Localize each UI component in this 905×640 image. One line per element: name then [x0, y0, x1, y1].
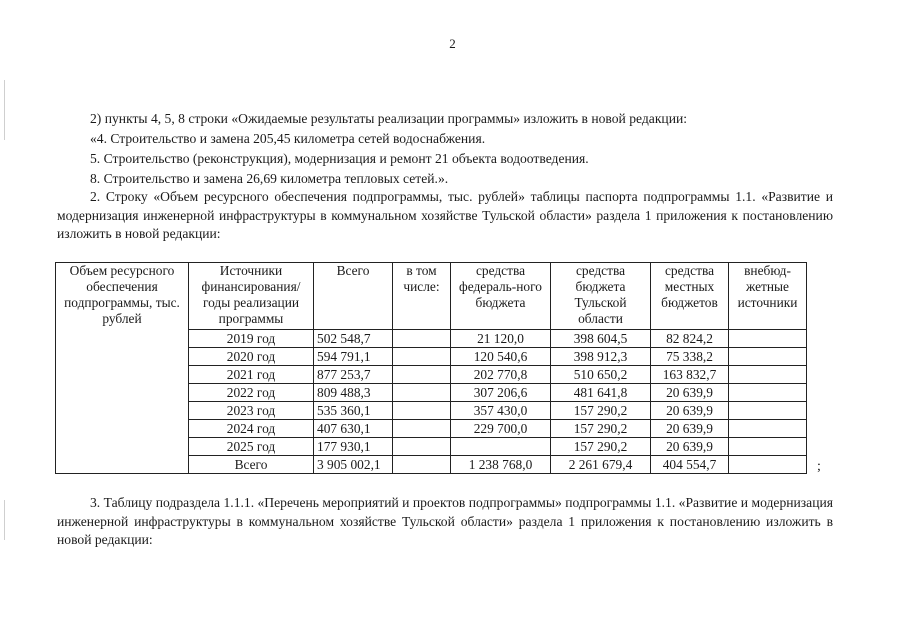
- table-header-row: [56, 263, 807, 330]
- cell-empty: [393, 330, 451, 348]
- cell-regional: 157 290,2: [551, 402, 651, 420]
- page-number: 2: [449, 36, 456, 51]
- cell-empty: [393, 420, 451, 438]
- cell-total: 177 930,1: [314, 438, 393, 456]
- cell-regional: 2 261 679,4: [551, 456, 651, 474]
- cell-total: 877 253,7: [314, 366, 393, 384]
- cell-federal: 120 540,6: [451, 348, 551, 366]
- cell-regional: 157 290,2: [551, 438, 651, 456]
- cell-total: 407 630,1: [314, 420, 393, 438]
- scan-margin-mark: [4, 500, 5, 540]
- cell-local: 82 824,2: [651, 330, 729, 348]
- cell-total: 3 905 002,1: [314, 456, 393, 474]
- intro-line-1: 2) пункты 4, 5, 8 строки «Ожидаемые результаты реализации программы» изложить в новой редакции:: [90, 111, 688, 126]
- cell-regional: 398 912,3: [551, 348, 651, 366]
- cell-federal: 307 206,6: [451, 384, 551, 402]
- cell-extra: [729, 420, 807, 438]
- cell-extra: [729, 402, 807, 420]
- cell-extra: [729, 330, 807, 348]
- header-regional: средства бюджета Тульской области: [551, 263, 651, 330]
- cell-empty: [393, 348, 451, 366]
- cell-total: 809 488,3: [314, 384, 393, 402]
- cell-regional: 510 650,2: [551, 366, 651, 384]
- cell-local: 20 639,9: [651, 384, 729, 402]
- paragraph-3: 3. Таблицу подраздела 1.1.1. «Перечень мероприятий и проектов подпрограммы» подпрограммы 1.1. «Развитие и модернизация инженерной инфраструктуры в коммунальном хозяйстве Тульской области» раздела 1 приложения к постановлению изложить в новой редакции:: [57, 495, 833, 547]
- cell-local: 20 639,9: [651, 438, 729, 456]
- cell-empty: [393, 384, 451, 402]
- cell-year: Всего: [189, 456, 314, 474]
- cell-year: 2025 год: [189, 438, 314, 456]
- cell-extra: [729, 456, 807, 474]
- intro-line-2: «4. Строительство и замена 205,45 километра сетей водоснабжения.: [90, 131, 486, 146]
- cell-year: 2022 год: [189, 384, 314, 402]
- cell-empty: [393, 366, 451, 384]
- header-federal: средства федераль-ного бюджета: [451, 263, 551, 330]
- paragraph-2: 2. Строку «Объем ресурсного обеспечения подпрограммы, тыс. рублей» таблицы паспорта подпрограммы 1.1. «Развитие и модернизация инженерной инфраструктуры в коммунальном хозяйстве Тульской области» раздела 1 приложения к постановлению изложить в новой редакции:: [57, 189, 833, 241]
- intro-line-4: 8. Строительство и замена 26,69 километра тепловых сетей.».: [90, 171, 449, 186]
- table-trailing-semicolon: ;: [817, 459, 821, 474]
- cell-year: 2020 год: [189, 348, 314, 366]
- cell-empty: [393, 438, 451, 456]
- intro-line-3: 5. Строительство (реконструкция), модернизация и ремонт 21 объекта водоотведения.: [90, 151, 589, 166]
- resource-table: [55, 262, 807, 474]
- cell-empty: [393, 456, 451, 474]
- cell-year: 2024 год: [189, 420, 314, 438]
- cell-federal: 229 700,0: [451, 420, 551, 438]
- cell-federal: 21 120,0: [451, 330, 551, 348]
- cell-year: 2021 год: [189, 366, 314, 384]
- cell-extra: [729, 366, 807, 384]
- cell-total: 502 548,7: [314, 330, 393, 348]
- row-label-cell: Объем ресурсного обеспечения подпрограммы, тыс. рублей: [56, 263, 189, 474]
- cell-local: 75 338,2: [651, 348, 729, 366]
- cell-federal: [451, 438, 551, 456]
- scan-margin-mark: [4, 80, 5, 140]
- cell-regional: 157 290,2: [551, 420, 651, 438]
- cell-local: 20 639,9: [651, 402, 729, 420]
- cell-year: 2023 год: [189, 402, 314, 420]
- cell-extra: [729, 384, 807, 402]
- cell-federal: 1 238 768,0: [451, 456, 551, 474]
- cell-total: 594 791,1: [314, 348, 393, 366]
- header-total: Всего: [314, 263, 393, 330]
- header-including: в том числе:: [393, 263, 451, 330]
- cell-federal: 357 430,0: [451, 402, 551, 420]
- cell-empty: [393, 402, 451, 420]
- cell-local: 163 832,7: [651, 366, 729, 384]
- header-local: средства местных бюджетов: [651, 263, 729, 330]
- cell-extra: [729, 438, 807, 456]
- cell-year: 2019 год: [189, 330, 314, 348]
- cell-regional: 398 604,5: [551, 330, 651, 348]
- cell-local: 20 639,9: [651, 420, 729, 438]
- header-sources: Источники финансирования/ годы реализации программы: [189, 263, 314, 330]
- cell-regional: 481 641,8: [551, 384, 651, 402]
- cell-total: 535 360,1: [314, 402, 393, 420]
- cell-extra: [729, 348, 807, 366]
- header-extrabudget: внебюд-жетные источники: [729, 263, 807, 330]
- cell-local: 404 554,7: [651, 456, 729, 474]
- cell-federal: 202 770,8: [451, 366, 551, 384]
